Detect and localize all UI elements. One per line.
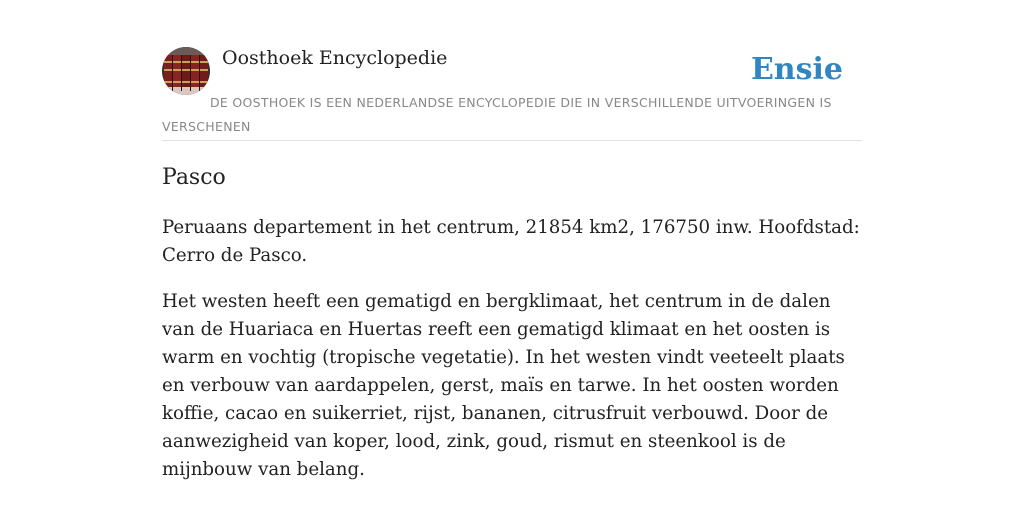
article-title: Pasco [162, 165, 226, 190]
header [162, 46, 862, 141]
article [162, 160, 864, 502]
encyclopedia-books-icon[interactable] [162, 47, 210, 95]
site-title[interactable]: Oosthoek Encyclopedie [222, 47, 448, 69]
article-paragraph: Peruaans departement in het centrum, 21854 km2, 176750 inw. Hoofdstad: Cerro de Pasco. [162, 217, 860, 266]
article-paragraph: Het westen heeft een gematigd en bergklimaat, het centrum in de dalen van de Huariaca en Huertas reeft een gematigd klimaat en het oosten is warm en vochtig (tropische vegetatie). In het westen vindt veeteelt plaats en verbouw van aardappelen, gerst, maïs en tarwe. In het oosten worden koffie, cacao en suikerriet, rijst, bananen, citrusfruit verbouwd. Door de aanwezigheid van koper, lood, zink, goud, rismut en steenkool is de mijnbouw van belang. [162, 291, 845, 480]
brand-logo[interactable]: Ensie [750, 52, 843, 87]
tagline: DE OOSTHOEK IS EEN NEDERLANDSE ENCYCLOPEDIE DIE IN VERSCHILLENDE UITVOERINGEN IS VERSCHENEN [162, 95, 832, 134]
